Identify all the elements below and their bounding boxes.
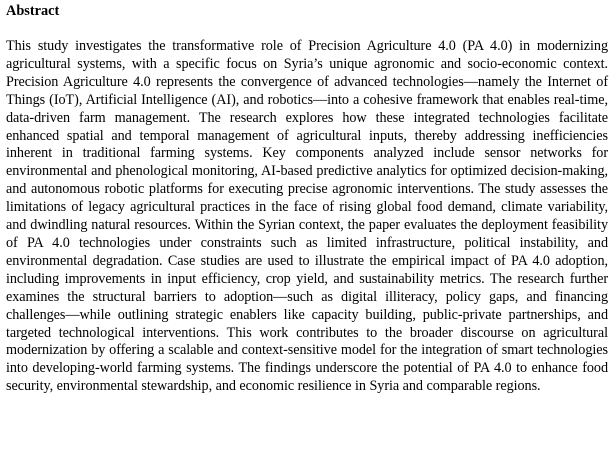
abstract-heading: Abstract xyxy=(6,3,60,19)
abstract-body: This study investigates the transformative role of Precision Agriculture 4.0 (PA 4.0) in modernizing agricultural systems, with a specific focus on Syria’s unique agronomic and socio-economic context. Precision Agriculture 4.0 represents the convergence of advanced technologies—namely the Internet of Things (IoT), Artificial Intelligence (AI), and robotics—into a cohesive framework that enables real-time, data-driven farm management. The research explores how these integrated technologies facilitate enhanced spatial and temporal management of agricultural inputs, thereby addressing inefficiencies inherent in traditional farming systems. Key components analyzed include sensor networks for environmental and phenological monitoring, AI-based predictive analytics for optimized decision-making, and autonomous robotic platforms for executing precise agronomic interventions. The study assesses the limitations of legacy agricultural practices in the face of rising global food demand, climate variability, and dwindling natural resources. Within the Syrian context, the paper evaluates the deployment feasibility of PA 4.0 technologies under constraints such as limited infrastructure, political instability, and environmental degradation. Case studies are used to illustrate the empirical impact of PA 4.0 adoption, including improvements in input efficiency, crop yield, and sustainability metrics. The research further examines the structural barriers to adoption—such as digital illiteracy, policy gaps, and financing challenges—while outlining strategic enablers like capacity building, public-private partnerships, and targeted technological interventions. This work contributes to the broader discourse on agricultural modernization by offering a scalable and context-sensitive model for the integration of smart technologies into developing-world farming systems. The findings underscore the potential of PA 4.0 to enhance food security, environmental stewardship, and economic resilience in Syria and comparable regions. xyxy=(6,38,608,395)
